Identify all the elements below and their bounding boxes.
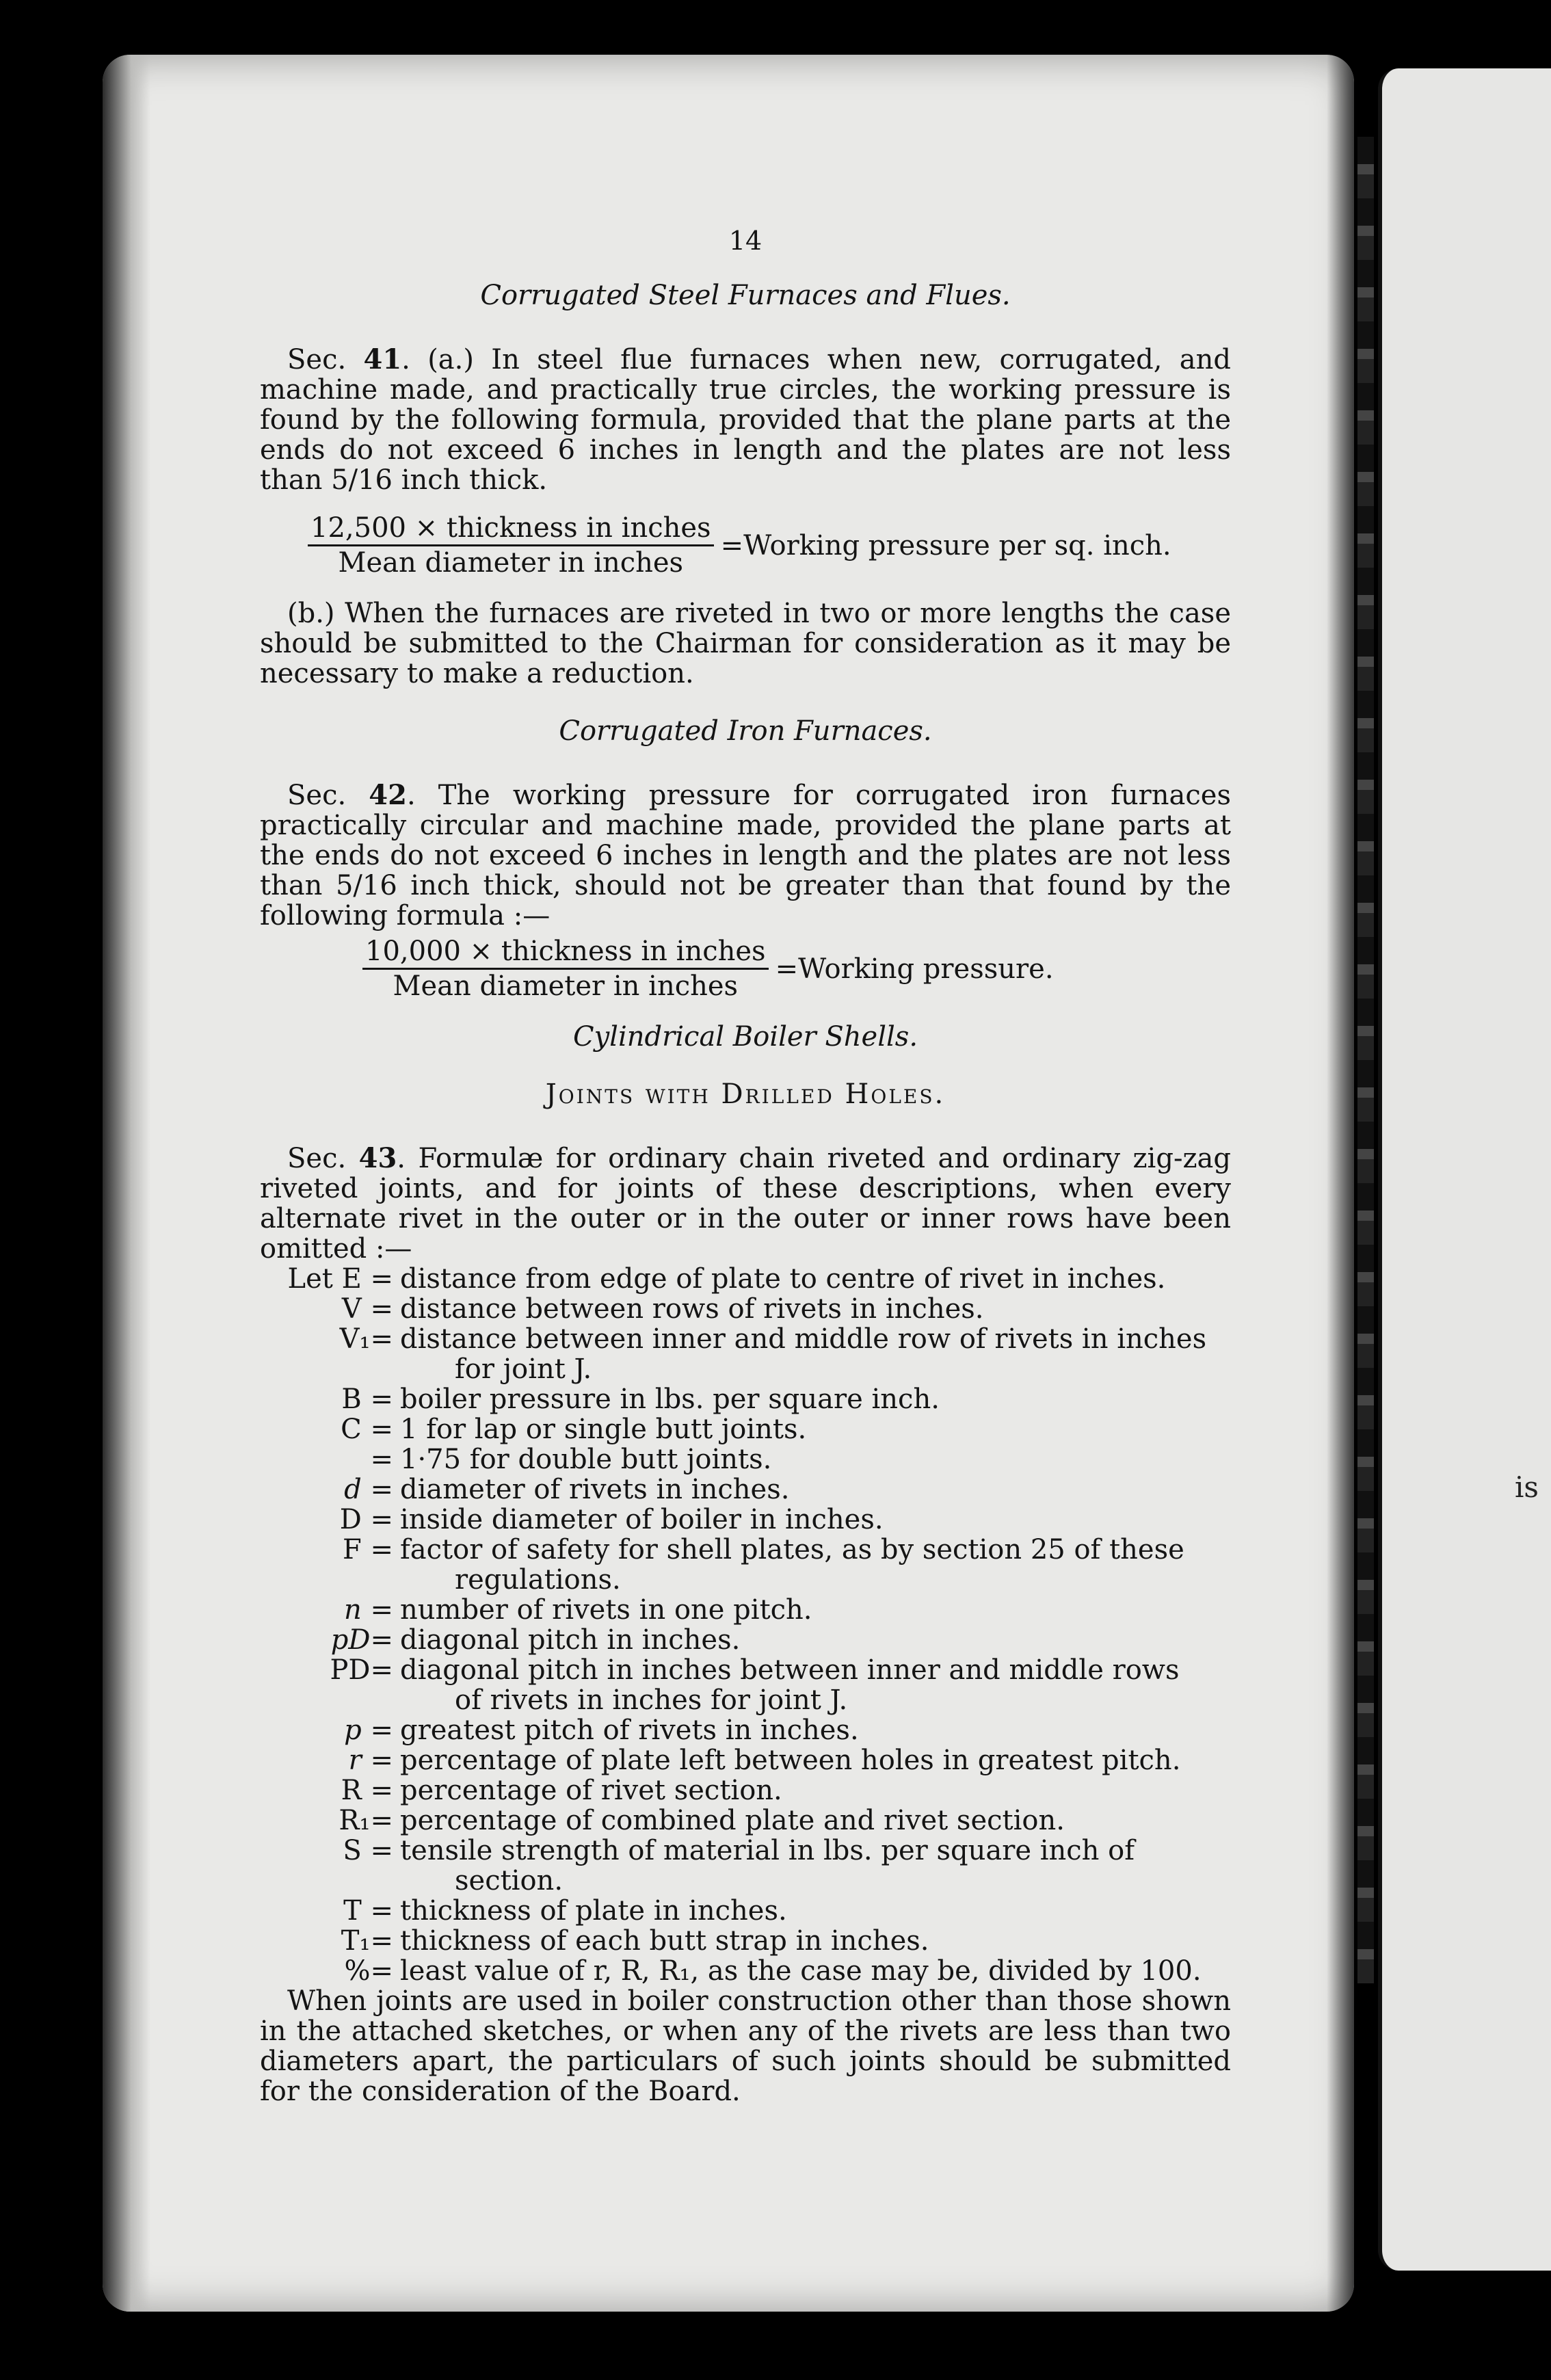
definition-text: distance between inner and middle row of rivets in inches [400,1323,1207,1355]
definitions-list [260,1264,1231,1986]
heading-cylindrical: Cylindrical Boiler Shells. [572,1021,918,1053]
definition-symbol: r = [348,1745,393,1776]
heading-corrugated-steel: Corrugated Steel Furnaces and Flues. [480,280,1011,311]
section-41a-text: . (a.) In steel flue furnaces when new, corrugated, and machine made, and practically true circles, the working pressure is found by the following formula, provided that the plane parts at the ends do not exceed 6 inches in length and the plates are not less than 5/16 inch thick. [260,344,1232,496]
definition-row [260,1956,1231,1986]
definition-row [260,1565,1231,1595]
definition-symbol [260,1866,400,1896]
sec-lead: Sec. [287,344,364,375]
definition-symbol: V = [341,1293,393,1325]
definition-symbol: = [370,1444,393,1475]
definition-row [260,1505,1231,1535]
definition-text: for joint J. [455,1353,592,1385]
subheading-drilled-holes: Joints with Drilled Holes. [545,1079,946,1110]
definition-symbol: T₁= [341,1925,393,1957]
section-43-text: . Formulæ for ordinary chain riveted and ordinary zig-zag riveted joints, and for joints of these descriptions, when every alternate rivet in the outer or in the outer or inner rows have been omitted :— [260,1143,1232,1265]
definition-symbol [260,1685,400,1715]
definition-row [260,1745,1231,1775]
definition-row [260,1324,1231,1354]
fraction-iron [362,936,769,1001]
definition-text: thickness of each butt strap in inches. [400,1925,929,1957]
definition-symbol: Let E = [287,1263,393,1295]
section-41b: (b.) When the furnaces are riveted in two or more lengths the case should be submitted to the Chairman for consideration as it may be necessary to make a reduction. [260,598,1231,689]
definition-text: 1 for lap or single butt joints. [400,1414,807,1445]
definition-text: diagonal pitch in inches. [400,1624,741,1656]
definition-row [260,1625,1231,1655]
page-number: 14 [728,226,763,256]
sec-lead: Sec. [287,780,369,811]
definition-symbol: T = [343,1895,393,1927]
section-42 [260,780,1231,931]
definition-row [260,1836,1231,1866]
definition-symbol: R = [341,1775,393,1806]
definition-symbol: d = [344,1474,393,1505]
formula-steel-result: =Working pressure per sq. inch. [720,529,1171,561]
definition-row [260,1444,1231,1475]
definition-row [260,1264,1231,1294]
definition-text: distance between rows of rivets in inches. [400,1293,984,1325]
definition-row [260,1384,1231,1414]
section-number-41: 41 [363,343,402,375]
definition-symbol [260,1565,400,1595]
definition-text: number of rivets in one pitch. [400,1594,812,1626]
definition-text: greatest pitch of rivets in inches. [400,1715,859,1746]
section-41a [260,345,1231,495]
definition-symbol: R₁= [339,1805,393,1836]
definition-text: 1·75 for double butt joints. [400,1444,772,1475]
definition-symbol: p = [344,1715,393,1746]
formula-iron-denominator: Mean diameter in inches [393,970,739,1002]
definition-row [260,1535,1231,1565]
book-spine [1357,137,1374,1983]
definition-text: regulations. [455,1564,621,1596]
definition-symbol: pD= [330,1624,393,1656]
section-number-43: 43 [358,1142,397,1174]
definition-row [260,1414,1231,1444]
definition-symbol: B = [341,1384,393,1415]
definition-text: of rivets in inches for joint J. [455,1684,848,1716]
definition-row [260,1715,1231,1745]
definition-text: distance from edge of plate to centre of rivet in inches. [400,1263,1166,1295]
definition-symbol: %= [344,1955,393,1987]
formula-iron-numerator: 10,000 × thickness in inches [362,936,769,970]
definition-text: percentage of combined plate and rivet section. [400,1805,1065,1836]
definition-row [260,1655,1231,1685]
definition-symbol: n = [344,1594,393,1626]
definition-text: thickness of plate in inches. [400,1895,787,1927]
section-43 [260,1143,1231,1264]
page-content [260,226,1231,2106]
section-number-42: 42 [369,779,407,811]
definition-row [260,1775,1231,1806]
fraction-steel [308,513,714,578]
formula-iron-result: =Working pressure. [775,953,1054,985]
definition-row [260,1595,1231,1625]
sec-lead: Sec. [287,1143,359,1174]
definition-text: diameter of rivets in inches. [400,1474,790,1505]
definition-text: factor of safety for shell plates, as by section 25 of these [400,1534,1184,1565]
adjacent-page [1378,68,1551,2271]
definition-text: percentage of rivet section. [400,1775,782,1806]
definition-symbol: PD= [330,1654,393,1686]
adjacent-page-word: is [1515,1470,1539,1504]
formula-iron [260,936,1231,1001]
formula-steel [260,513,1231,578]
definition-symbol: D = [339,1504,393,1535]
closing-paragraph: When joints are used in boiler construction other than those shown in the attached sketches, or when any of the rivets are less than two diameters apart, the particulars of such joints should be submitted for the consideration of the Board. [260,1985,1231,2107]
definition-row [260,1294,1231,1324]
definition-text: tensile strength of material in lbs. per square inch of [400,1835,1135,1866]
definition-symbol: S = [343,1835,393,1866]
definition-symbol: C = [341,1414,393,1445]
definition-text: percentage of plate left between holes in greatest pitch. [400,1745,1181,1776]
definition-row [260,1896,1231,1926]
definition-row [260,1685,1231,1715]
definition-symbol: V₁= [339,1323,393,1355]
definition-row [260,1354,1231,1384]
definition-text: boiler pressure in lbs. per square inch. [400,1384,940,1415]
definition-text: diagonal pitch in inches between inner and middle rows [400,1654,1180,1686]
definition-row [260,1475,1231,1505]
definition-symbol: F = [343,1534,393,1565]
definition-row [260,1806,1231,1836]
definition-text: inside diameter of boiler in inches. [400,1504,884,1535]
definition-symbol [260,1354,400,1384]
definition-row [260,1866,1231,1896]
formula-steel-numerator: 12,500 × thickness in inches [308,513,714,546]
definition-text: least value of r, R, R₁, as the case may be, divided by 100. [400,1955,1202,1987]
heading-corrugated-iron: Corrugated Iron Furnaces. [559,715,932,747]
definition-row [260,1926,1231,1956]
definition-text: section. [455,1865,564,1896]
formula-steel-denominator: Mean diameter in inches [338,547,684,579]
section-42-text: . The working pressure for corrugated iron furnaces practically circular and machine made, provided the plane parts at the ends do not exceed 6 inches in length and the plates are not less than 5/16 inch thick, should not be greater than that found by the following formula :— [260,780,1232,931]
